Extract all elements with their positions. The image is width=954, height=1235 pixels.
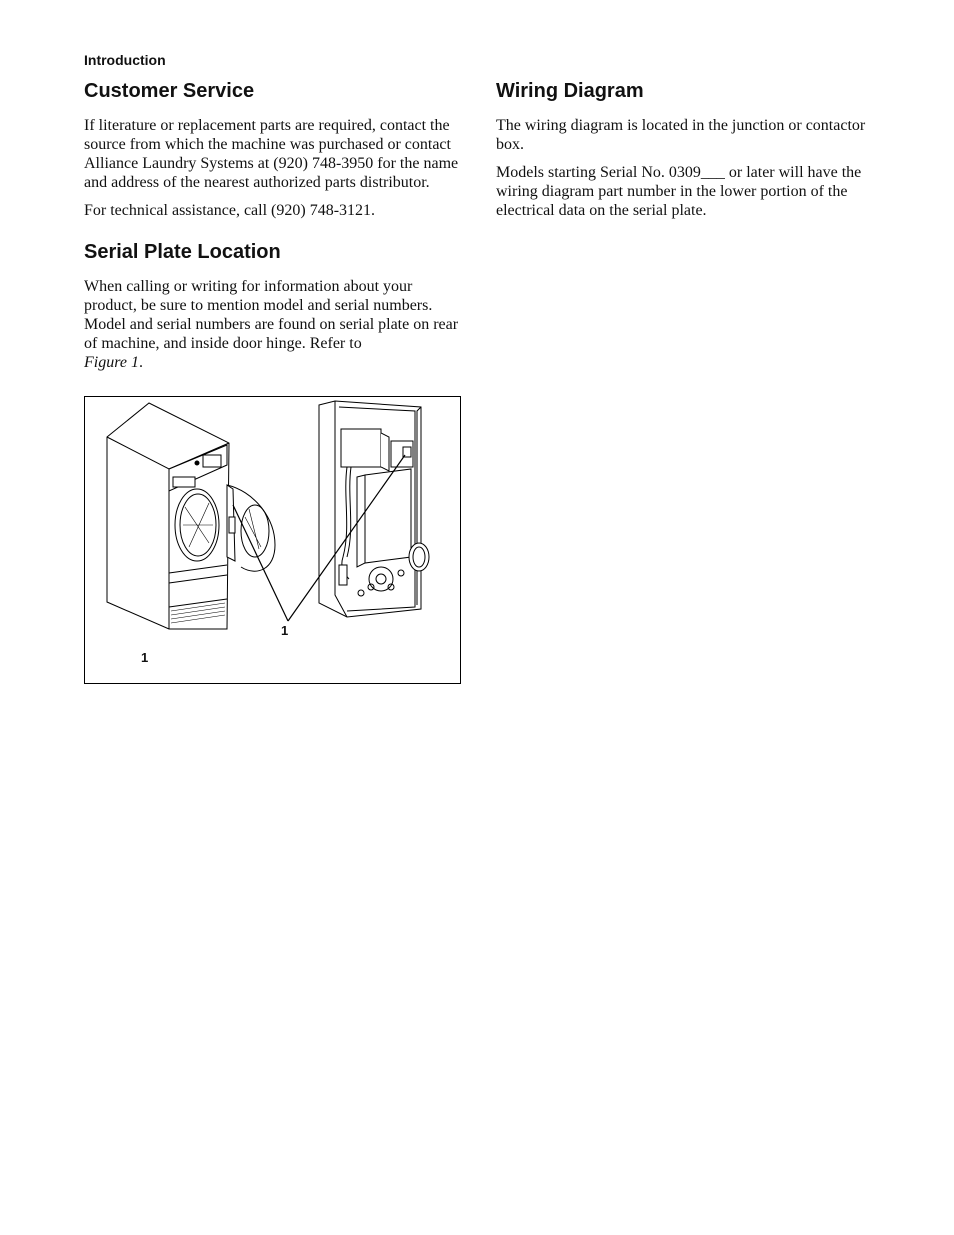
- wiring-paragraph-1: The wiring diagram is located in the junction or contactor box.: [496, 117, 866, 153]
- customer-service-paragraph-2: For technical assistance, call (920) 748-3121.: [84, 202, 376, 219]
- serial-plate-period: .: [138, 354, 143, 371]
- figure-reference-link: Figure 1: [84, 354, 139, 371]
- serial-plate-paragraph: [84, 277, 460, 372]
- serial-plate-heading: Serial Plate Location: [84, 241, 281, 263]
- wiring-paragraph-2: Models starting Serial No. 0309___ or later will have the wiring diagram part number in the lower portion of the electrical data on the serial plate.: [496, 164, 862, 219]
- section-label: Introduction: [84, 52, 166, 68]
- figure-1: [84, 396, 461, 684]
- customer-service-heading: Customer Service: [84, 80, 255, 102]
- serial-plate-text: When calling or writing for information about your product, be sure to mention model and serial numbers. Model and serial numbers are found on serial plate on rear of machine, and inside door hinge. Refer to: [84, 278, 459, 352]
- wiring-diagram-heading: Wiring Diagram: [496, 80, 644, 102]
- callout-label-bottom: 1: [141, 650, 149, 665]
- callout-label-top: 1: [281, 623, 289, 638]
- customer-service-paragraph-1: If literature or replacement parts are required, contact the source from which the machine was purchased or contact Alliance Laundry Systems at (920) 748-3950 for the name and address of the nearest authorized parts distributor.: [84, 117, 459, 191]
- right-column: [496, 78, 876, 229]
- left-column: [84, 78, 460, 381]
- dryer-illustration: [85, 397, 460, 683]
